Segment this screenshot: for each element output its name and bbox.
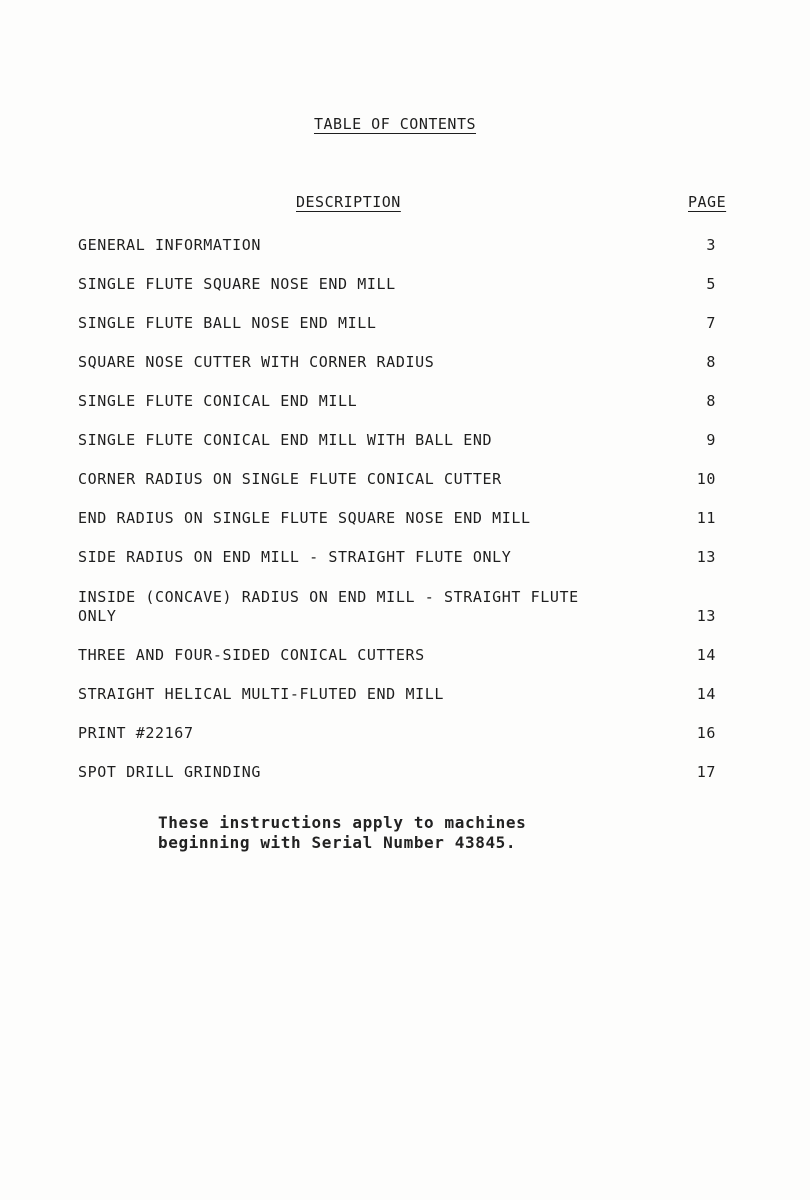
toc-entry bbox=[78, 718, 738, 757]
toc-entry-description: SINGLE FLUTE BALL NOSE END MILL bbox=[78, 314, 377, 332]
page-column-header: PAGE bbox=[688, 193, 727, 211]
toc-entry-description: SINGLE FLUTE CONICAL END MILL WITH BALL END bbox=[78, 431, 493, 449]
toc-entry-page: 5 bbox=[706, 275, 716, 293]
toc-entry bbox=[78, 581, 738, 640]
toc-entry-description: GENERAL INFORMATION bbox=[78, 236, 261, 254]
toc-entry bbox=[78, 503, 738, 542]
toc-entry-description: SIDE RADIUS ON END MILL - STRAIGHT FLUTE ONLY bbox=[78, 548, 512, 566]
toc-entry bbox=[78, 464, 738, 503]
toc-entry bbox=[78, 347, 738, 386]
toc-entry-description: STRAIGHT HELICAL MULTI-FLUTED END MILL bbox=[78, 685, 444, 703]
toc-entry-description: SPOT DRILL GRINDING bbox=[78, 763, 261, 781]
toc-entry-description: SINGLE FLUTE SQUARE NOSE END MILL bbox=[78, 275, 396, 293]
page-title: TABLE OF CONTENTS bbox=[313, 115, 477, 133]
toc-entry-page: 17 bbox=[696, 763, 716, 781]
toc-entry-page: 7 bbox=[706, 314, 716, 332]
toc-entry-description: END RADIUS ON SINGLE FLUTE SQUARE NOSE END MILL bbox=[78, 509, 531, 527]
toc-entry bbox=[78, 425, 738, 464]
toc-entry-page: 14 bbox=[696, 646, 716, 664]
serial-number-note bbox=[158, 813, 618, 853]
table-of-contents bbox=[78, 230, 738, 796]
description-column-header: DESCRIPTION bbox=[296, 193, 401, 211]
toc-entry bbox=[78, 386, 738, 425]
toc-entry bbox=[78, 640, 738, 679]
toc-entry-description: CORNER RADIUS ON SINGLE FLUTE CONICAL CUTTER bbox=[78, 470, 502, 488]
toc-entry-description: INSIDE (CONCAVE) RADIUS ON END MILL - STRAIGHT FLUTE ONLY bbox=[78, 588, 579, 625]
toc-entry-description: THREE AND FOUR-SIDED CONICAL CUTTERS bbox=[78, 646, 425, 664]
toc-entry-description: PRINT #22167 bbox=[78, 724, 194, 742]
toc-entry-page: 9 bbox=[706, 431, 716, 449]
toc-entry-description: SQUARE NOSE CUTTER WITH CORNER RADIUS bbox=[78, 353, 435, 371]
toc-entry-page: 11 bbox=[696, 509, 716, 527]
toc-entry bbox=[78, 308, 738, 347]
toc-entry-page: 13 bbox=[696, 548, 716, 566]
toc-entry bbox=[78, 230, 738, 269]
toc-entry-page: 8 bbox=[706, 392, 716, 410]
toc-entry-page: 16 bbox=[696, 724, 716, 742]
toc-entry-page: 13 bbox=[696, 607, 716, 625]
toc-entry bbox=[78, 269, 738, 308]
toc-entry-page: 10 bbox=[696, 470, 716, 488]
note-line-2: beginning with Serial Number 43845. bbox=[158, 833, 517, 852]
note-line-1: These instructions apply to machines bbox=[158, 813, 527, 832]
toc-entry-page: 8 bbox=[706, 353, 716, 371]
toc-entry bbox=[78, 542, 738, 581]
toc-entry bbox=[78, 757, 738, 796]
toc-entry-page: 3 bbox=[706, 236, 716, 254]
toc-entry-page: 14 bbox=[696, 685, 716, 703]
toc-entry-description: SINGLE FLUTE CONICAL END MILL bbox=[78, 392, 358, 410]
toc-entry bbox=[78, 679, 738, 718]
